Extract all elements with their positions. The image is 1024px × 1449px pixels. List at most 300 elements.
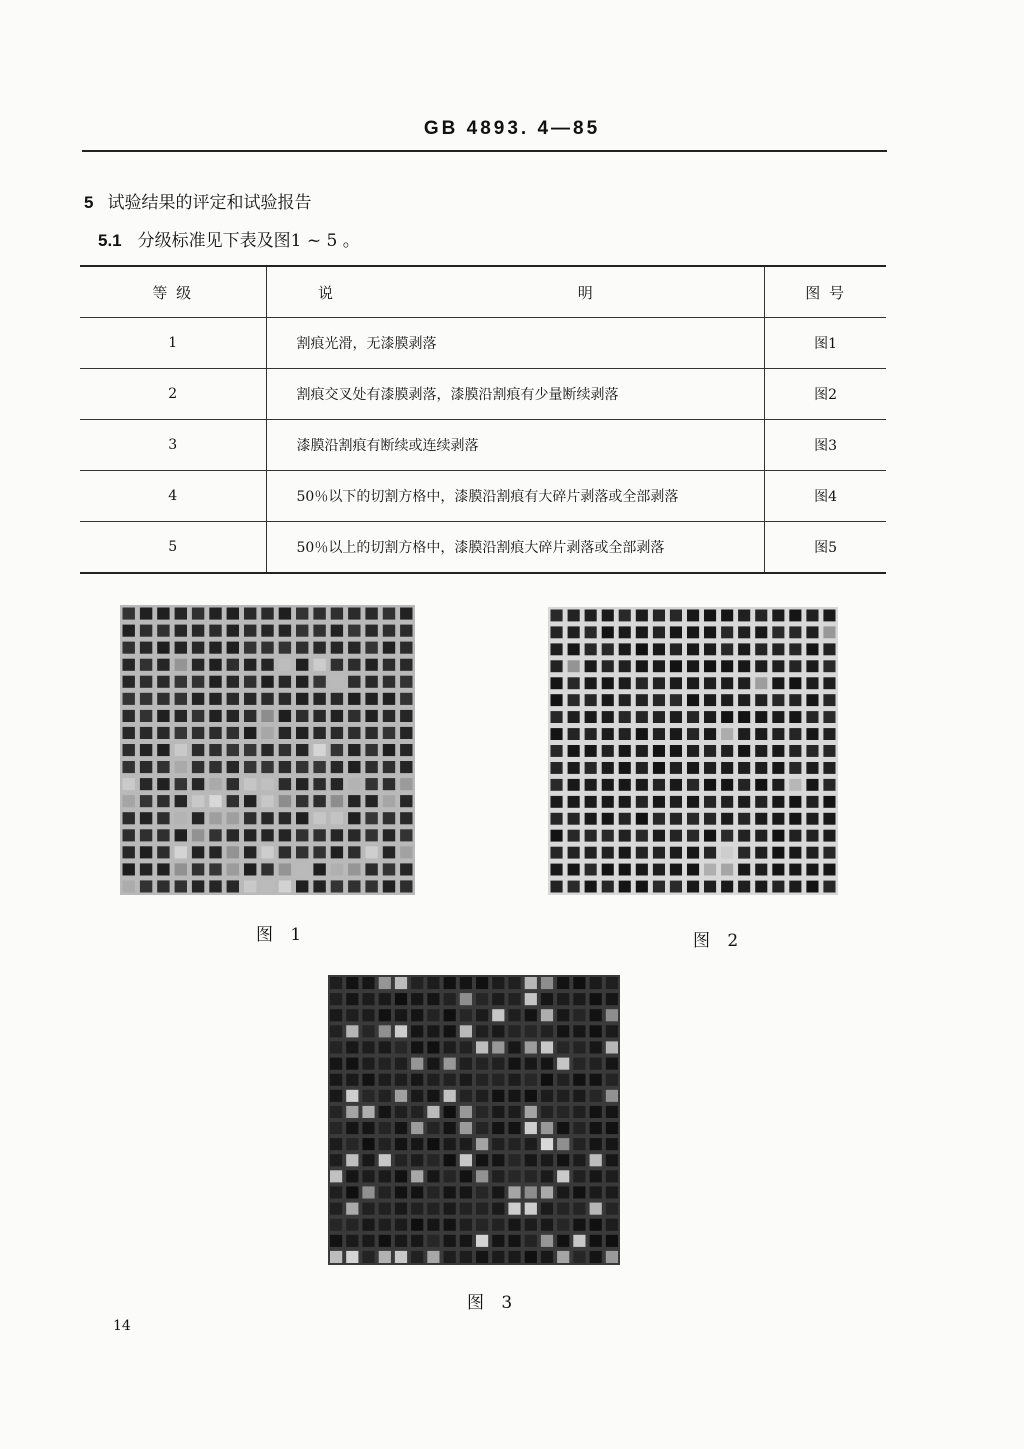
grid-square <box>362 1106 374 1118</box>
grid-square <box>721 610 733 622</box>
grid-square <box>619 813 631 825</box>
grid-square <box>411 1186 423 1198</box>
grid-square <box>395 1138 407 1150</box>
grid-square <box>525 1074 537 1086</box>
grid-square <box>175 863 187 875</box>
grid-square <box>755 847 767 859</box>
grid-square <box>411 1203 423 1215</box>
grid-square <box>636 694 648 706</box>
grid-square <box>296 863 308 875</box>
table-row <box>80 318 886 369</box>
grid-square <box>157 676 169 688</box>
grid-square <box>460 1009 472 1021</box>
grid-square <box>602 660 614 672</box>
grid-square <box>444 977 456 989</box>
cell-grade: 1 <box>80 318 266 369</box>
grid-square <box>331 863 343 875</box>
grid-square <box>772 694 784 706</box>
grid-square <box>427 1186 439 1198</box>
grid-square <box>476 1251 488 1263</box>
grid-square <box>492 1170 504 1182</box>
grid-square <box>619 643 631 655</box>
grid-square <box>738 626 750 638</box>
grid-square <box>492 1058 504 1070</box>
grid-square <box>348 812 360 824</box>
grid-square <box>427 1041 439 1053</box>
grid-square <box>175 676 187 688</box>
grid-square <box>175 795 187 807</box>
grid-square <box>411 1106 423 1118</box>
grid-square <box>140 829 152 841</box>
grid-square <box>670 762 682 774</box>
grid-square <box>670 796 682 808</box>
grid-square <box>209 710 221 722</box>
grid-square <box>365 727 377 739</box>
grid-square <box>525 977 537 989</box>
grid-square <box>346 1106 358 1118</box>
grid-square <box>444 1106 456 1118</box>
grid-square <box>823 626 835 638</box>
grid-square <box>362 1219 374 1231</box>
grid-square <box>636 830 648 842</box>
grid-square <box>346 1138 358 1150</box>
grid-square <box>244 812 256 824</box>
grid-square <box>209 863 221 875</box>
grid-square <box>209 880 221 892</box>
grid-square <box>365 676 377 688</box>
grid-square <box>209 727 221 739</box>
grid-square <box>557 1251 569 1263</box>
grid-square <box>411 977 423 989</box>
grid-square <box>573 1203 585 1215</box>
grid-square <box>123 710 135 722</box>
grid-square <box>738 796 750 808</box>
grid-square <box>602 694 614 706</box>
grid-square <box>772 626 784 638</box>
grid-square <box>541 1122 553 1134</box>
grid-square <box>444 1251 456 1263</box>
grid-square <box>606 1154 618 1166</box>
grid-square <box>541 1074 553 1086</box>
grid-square <box>331 693 343 705</box>
grid-square <box>636 881 648 893</box>
grid-square <box>279 863 291 875</box>
grid-square <box>738 711 750 723</box>
grid-square <box>460 1251 472 1263</box>
grid-square <box>508 1009 520 1021</box>
grid-square <box>192 846 204 858</box>
grid-square <box>330 1058 342 1070</box>
grid-square <box>557 1074 569 1086</box>
grid-square <box>568 677 580 689</box>
grid-square <box>227 693 239 705</box>
grid-square <box>568 796 580 808</box>
grid-square <box>755 728 767 740</box>
grid-square <box>721 677 733 689</box>
grid-square <box>331 744 343 756</box>
grid-square <box>525 1235 537 1247</box>
grid-square <box>541 1138 553 1150</box>
grid-square <box>383 812 395 824</box>
grid-square <box>140 625 152 637</box>
grid-square <box>444 1203 456 1215</box>
grid-square <box>227 676 239 688</box>
grid-square <box>525 1170 537 1182</box>
grid-square <box>157 846 169 858</box>
grid-square <box>476 1138 488 1150</box>
grid-square <box>492 1251 504 1263</box>
grid-square <box>687 864 699 876</box>
grid-square <box>209 795 221 807</box>
grid-square <box>823 694 835 706</box>
grid-square <box>636 626 648 638</box>
grid-square <box>346 1186 358 1198</box>
grid-square <box>346 1170 358 1182</box>
figure-3-photo <box>328 975 620 1265</box>
grid-square <box>551 779 563 791</box>
grid-square <box>175 812 187 824</box>
grid-square <box>590 1009 602 1021</box>
grid-square <box>227 812 239 824</box>
grid-square <box>721 813 733 825</box>
grid-square <box>789 643 801 655</box>
grid-square <box>492 1074 504 1086</box>
grid-square <box>653 745 665 757</box>
grid-square <box>227 625 239 637</box>
grid-square <box>721 830 733 842</box>
grid-square <box>606 1025 618 1037</box>
grid-square <box>568 610 580 622</box>
grid-square <box>541 1186 553 1198</box>
crosscut-grid-image <box>548 607 838 895</box>
grid-square <box>653 626 665 638</box>
grid-square <box>362 1170 374 1182</box>
col-header-fig: 图 号 <box>765 266 886 318</box>
grid-square <box>365 761 377 773</box>
grid-square <box>687 728 699 740</box>
grid-square <box>492 1025 504 1037</box>
grid-square <box>411 1219 423 1231</box>
grid-square <box>755 796 767 808</box>
grid-square <box>806 643 818 655</box>
grid-square <box>346 1041 358 1053</box>
grid-square <box>348 608 360 620</box>
grid-square <box>492 993 504 1005</box>
grid-square <box>140 642 152 654</box>
grid-square <box>738 745 750 757</box>
grid-square <box>313 761 325 773</box>
grid-square <box>585 847 597 859</box>
grid-square <box>476 977 488 989</box>
grid-square <box>261 880 273 892</box>
grid-square <box>806 660 818 672</box>
grid-square <box>525 1251 537 1263</box>
grid-square <box>585 694 597 706</box>
grid-square <box>365 778 377 790</box>
grid-square <box>636 711 648 723</box>
grid-square <box>192 795 204 807</box>
grid-square <box>541 1219 553 1231</box>
grid-square <box>541 1235 553 1247</box>
grid-square <box>157 761 169 773</box>
grid-square <box>383 727 395 739</box>
grid-square <box>379 1170 391 1182</box>
grid-square <box>460 1203 472 1215</box>
clause-number: 5.1 <box>98 231 122 250</box>
grid-square <box>192 812 204 824</box>
grid-square <box>573 1058 585 1070</box>
cell-grade: 5 <box>80 522 266 574</box>
grid-square <box>585 830 597 842</box>
grid-square <box>365 812 377 824</box>
grid-square <box>296 659 308 671</box>
figure-2-caption: 图 2 <box>693 931 745 951</box>
grid-square <box>585 864 597 876</box>
grid-square <box>687 745 699 757</box>
cell-fig: 图3 <box>765 420 886 471</box>
grid-square <box>313 863 325 875</box>
grid-square <box>383 795 395 807</box>
grid-square <box>227 744 239 756</box>
grid-square <box>585 626 597 638</box>
grid-square <box>427 1025 439 1037</box>
grid-square <box>244 710 256 722</box>
grid-square <box>573 977 585 989</box>
grid-square <box>175 710 187 722</box>
grid-square <box>330 1090 342 1102</box>
grid-square <box>508 1090 520 1102</box>
grid-square <box>140 812 152 824</box>
grid-square <box>444 1122 456 1134</box>
grid-square <box>175 778 187 790</box>
grid-square <box>525 993 537 1005</box>
grid-square <box>738 610 750 622</box>
grid-square <box>704 881 716 893</box>
grid-square <box>619 626 631 638</box>
grid-square <box>362 1009 374 1021</box>
grid-square <box>525 1106 537 1118</box>
grid-square <box>123 642 135 654</box>
grid-square <box>140 863 152 875</box>
grid-square <box>123 693 135 705</box>
grid-square <box>687 711 699 723</box>
grid-square <box>227 778 239 790</box>
grid-square <box>346 1009 358 1021</box>
grid-square <box>175 829 187 841</box>
grid-square <box>427 1235 439 1247</box>
grid-square <box>209 608 221 620</box>
grid-square <box>541 1203 553 1215</box>
grid-square <box>806 610 818 622</box>
grid-square <box>330 1074 342 1086</box>
grid-square <box>296 710 308 722</box>
grid-square <box>476 1041 488 1053</box>
grid-square <box>525 1203 537 1215</box>
grid-square <box>244 608 256 620</box>
grid-square <box>590 993 602 1005</box>
grid-square <box>823 745 835 757</box>
grid-square <box>602 813 614 825</box>
grid-square <box>738 813 750 825</box>
grid-square <box>331 778 343 790</box>
standard-header: GB 4893. 4—85 <box>423 118 601 139</box>
grid-square <box>192 625 204 637</box>
grid-square <box>192 676 204 688</box>
grid-square <box>460 1138 472 1150</box>
grid-square <box>606 1041 618 1053</box>
grid-square <box>806 813 818 825</box>
grid-square <box>395 1235 407 1247</box>
grid-square <box>508 1235 520 1247</box>
grid-square <box>476 1203 488 1215</box>
grid-square <box>244 676 256 688</box>
grid-square <box>704 626 716 638</box>
grid-square <box>772 881 784 893</box>
grid-square <box>175 880 187 892</box>
grid-square <box>379 1186 391 1198</box>
grid-square <box>557 1154 569 1166</box>
grid-square <box>400 608 412 620</box>
grid-square <box>192 863 204 875</box>
grid-square <box>687 626 699 638</box>
grid-square <box>721 762 733 774</box>
grid-square <box>157 727 169 739</box>
grid-square <box>383 676 395 688</box>
grid-square <box>362 1251 374 1263</box>
grid-square <box>411 1041 423 1053</box>
grid-square <box>313 676 325 688</box>
grid-square <box>492 1009 504 1021</box>
grid-square <box>772 728 784 740</box>
grid-square <box>330 993 342 1005</box>
grid-square <box>123 608 135 620</box>
grid-square <box>606 1251 618 1263</box>
grid-square <box>606 1170 618 1182</box>
grid-square <box>411 1122 423 1134</box>
grid-square <box>365 710 377 722</box>
grid-square <box>279 642 291 654</box>
grid-square <box>721 711 733 723</box>
grid-square <box>313 693 325 705</box>
grid-square <box>379 1041 391 1053</box>
grid-square <box>400 795 412 807</box>
grid-square <box>653 779 665 791</box>
grid-square <box>525 1186 537 1198</box>
grid-square <box>261 744 273 756</box>
grid-square <box>157 693 169 705</box>
grid-square <box>492 1122 504 1134</box>
grid-square <box>460 1122 472 1134</box>
grid-square <box>508 1186 520 1198</box>
page-number: 14 <box>113 1318 131 1334</box>
grid-square <box>585 745 597 757</box>
grid-square <box>541 1041 553 1053</box>
grid-square <box>427 1170 439 1182</box>
grid-square <box>568 711 580 723</box>
grid-square <box>573 1170 585 1182</box>
grid-square <box>192 642 204 654</box>
grid-square <box>175 761 187 773</box>
grid-square <box>806 779 818 791</box>
figure-1-photo <box>120 605 415 895</box>
grid-square <box>806 677 818 689</box>
grid-square <box>636 610 648 622</box>
grid-square <box>670 728 682 740</box>
grid-square <box>365 744 377 756</box>
grid-square <box>395 1041 407 1053</box>
grid-square <box>209 744 221 756</box>
grid-square <box>653 694 665 706</box>
grid-square <box>772 643 784 655</box>
grid-square <box>541 1170 553 1182</box>
grid-square <box>602 847 614 859</box>
grid-square <box>379 977 391 989</box>
grid-square <box>444 1154 456 1166</box>
grid-square <box>244 761 256 773</box>
grid-square <box>573 1219 585 1231</box>
grid-square <box>348 778 360 790</box>
grid-square <box>365 846 377 858</box>
grid-square <box>806 745 818 757</box>
grid-square <box>383 744 395 756</box>
grid-square <box>606 1074 618 1086</box>
grid-square <box>244 642 256 654</box>
grid-square <box>261 795 273 807</box>
grid-square <box>568 779 580 791</box>
grid-square <box>704 745 716 757</box>
grid-square <box>476 1235 488 1247</box>
grid-square <box>261 710 273 722</box>
grid-square <box>806 847 818 859</box>
grid-square <box>379 1090 391 1102</box>
grid-square <box>209 693 221 705</box>
grid-square <box>330 1219 342 1231</box>
grid-square <box>789 881 801 893</box>
grid-square <box>789 694 801 706</box>
grid-square <box>755 660 767 672</box>
grid-square <box>670 677 682 689</box>
grid-square <box>427 1106 439 1118</box>
col-header-desc <box>266 266 765 318</box>
grid-square <box>460 977 472 989</box>
grid-square <box>755 626 767 638</box>
grid-square <box>557 977 569 989</box>
grid-square <box>400 625 412 637</box>
grid-square <box>738 643 750 655</box>
cell-fig: 图4 <box>765 471 886 522</box>
grid-square <box>590 1251 602 1263</box>
grid-square <box>346 1251 358 1263</box>
grid-square <box>806 830 818 842</box>
grid-square <box>541 1009 553 1021</box>
grid-square <box>313 880 325 892</box>
grid-square <box>568 830 580 842</box>
grid-square <box>687 779 699 791</box>
grid-square <box>508 1203 520 1215</box>
grid-square <box>460 1074 472 1086</box>
grid-square <box>192 659 204 671</box>
grid-square <box>261 778 273 790</box>
grid-square <box>704 762 716 774</box>
grid-square <box>296 778 308 790</box>
grid-square <box>460 1041 472 1053</box>
grid-square <box>279 676 291 688</box>
grid-square <box>395 1219 407 1231</box>
figure-3-caption: 图 3 <box>467 1293 519 1313</box>
grid-square <box>573 1041 585 1053</box>
grid-square <box>460 1170 472 1182</box>
grid-square <box>346 1219 358 1231</box>
